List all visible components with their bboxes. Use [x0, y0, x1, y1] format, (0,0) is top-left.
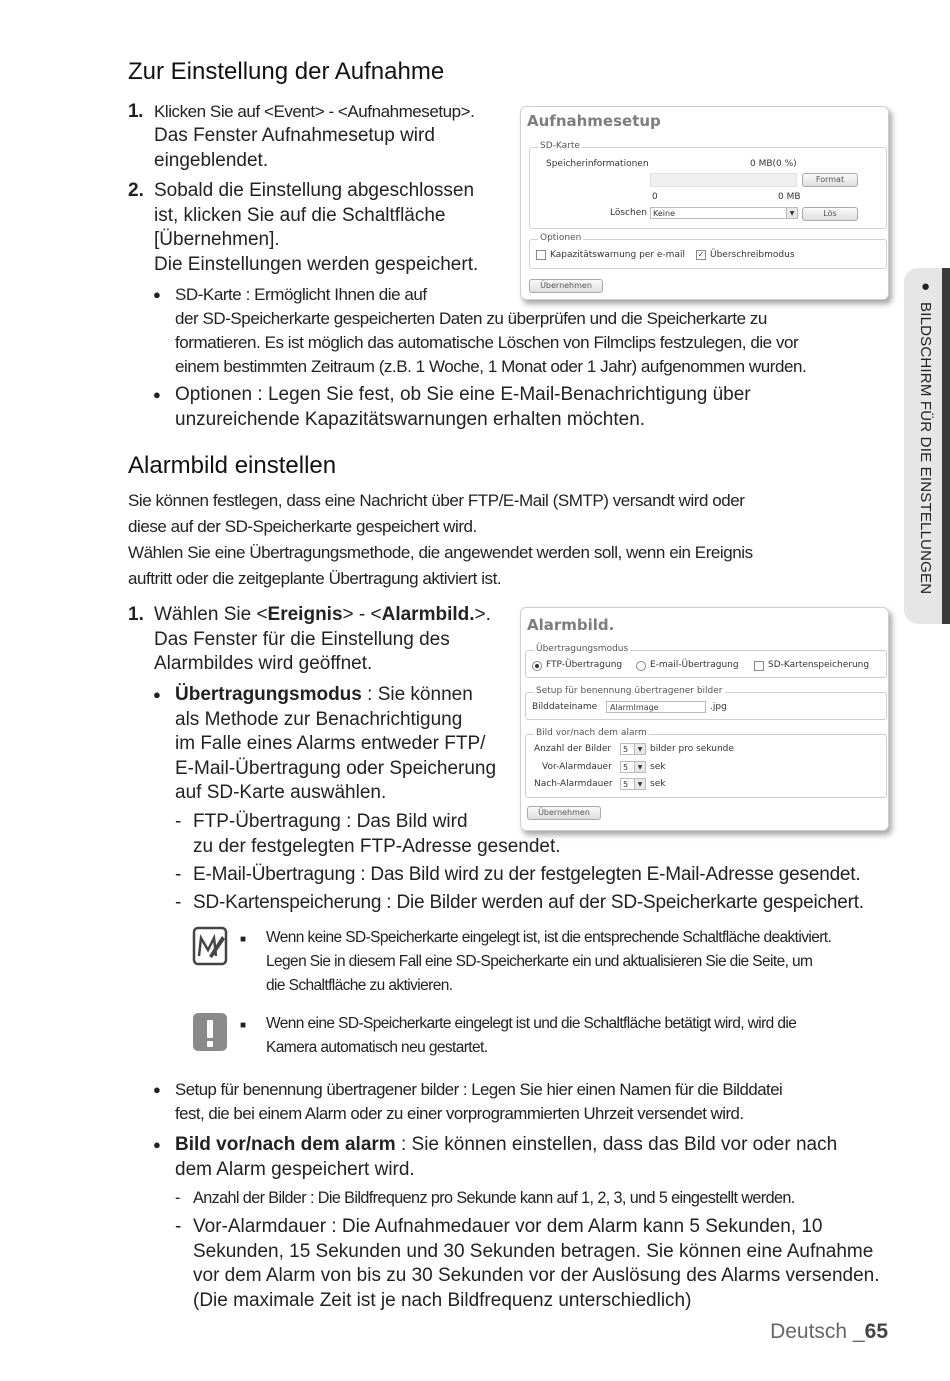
- chevron-down-icon: ▼: [634, 744, 645, 754]
- screenshot-aufnahmesetup: [520, 106, 889, 300]
- group-label: Setup für benennung übertragener bilder: [536, 686, 723, 696]
- dash-vor-alarmdauer: [175, 1215, 903, 1313]
- bullet-icon: ●: [153, 387, 161, 402]
- dash-email: [175, 863, 903, 888]
- text: : Sie können einstellen, dass das Bild vor oder nach: [395, 1134, 838, 1155]
- text: Anzahl der Bilder : Die Bildfrequenz pro Sekunde kann auf 1, 2, 3, und 5 eingestellt werden.: [193, 1189, 795, 1207]
- radio-email-label: E-mail-Übertragung: [650, 660, 739, 670]
- dash: -: [175, 811, 182, 832]
- side-tab-bar: [942, 268, 950, 624]
- text: Optionen : Legen Sie fest, ob Sie eine E-Mail-Benachrichtigung über: [175, 384, 751, 405]
- loeschen-label: Löschen: [610, 208, 647, 218]
- screenshot-alarmbild: [520, 607, 889, 831]
- checkbox-kapazitaet[interactable]: [536, 250, 546, 260]
- text: SD-Kartenspeicherung : Die Bilder werden auf der SD-Speicherkarte gespeichert.: [193, 892, 864, 913]
- text: Klicken Sie auf <: [154, 102, 274, 121]
- vor-unit: sek: [650, 762, 666, 772]
- window-title: Alarmbild.: [527, 616, 615, 634]
- text: die Schaltfläche zu aktivieren.: [266, 977, 453, 994]
- text: Legen Sie in diesem Fall eine SD-Speicherkarte ein und aktualisieren Sie die Seite, um: [266, 953, 813, 970]
- text: fest, die bei einem Alarm oder zu einer vorprogrammierten Uhrzeit versendet wird.: [175, 1104, 744, 1123]
- chevron-down-icon: ▼: [634, 779, 645, 789]
- bullet-icon: ●: [917, 278, 934, 296]
- bullet-setup-benennung: [153, 1078, 905, 1126]
- text: SD-Karte : Ermöglicht Ihnen die auf: [175, 285, 427, 304]
- checkbox-ueberschreib[interactable]: ✓: [697, 250, 705, 259]
- apply-button[interactable]: Übernehmen: [529, 279, 603, 293]
- extension-label: .jpg: [710, 702, 727, 712]
- nach-value: 5: [623, 780, 629, 789]
- intro-paragraph: [128, 488, 888, 592]
- page-footer: [770, 1320, 888, 1344]
- radio-ftp-label: FTP-Übertragung: [546, 660, 623, 670]
- speicher-label: Speicherinformationen: [546, 159, 649, 169]
- dash: -: [175, 1216, 182, 1237]
- text: >.: [460, 102, 475, 121]
- text: (Die maximale Zeit ist je nach Bildfrequenz unterschiedlich): [193, 1289, 692, 1311]
- side-tab-label: [910, 278, 940, 614]
- term: Bild vor/nach dem alarm: [175, 1134, 396, 1155]
- section-heading-aufnahme: Zur Einstellung der Aufnahme: [128, 58, 445, 85]
- text: Wählen Sie <: [154, 604, 268, 625]
- square-bullet-icon: ■: [240, 934, 246, 945]
- dash: -: [175, 1189, 180, 1207]
- radio-ftp[interactable]: [532, 661, 542, 671]
- text: [: [154, 229, 160, 250]
- menu-ref-ereignis: Ereignis: [267, 604, 343, 625]
- filename-input[interactable]: AlarmImage: [606, 701, 706, 713]
- step-number: 1.: [128, 604, 144, 625]
- anzahl-unit: bilder pro sekunde: [650, 744, 734, 754]
- warning-exclamation-icon: [192, 1012, 228, 1052]
- text: Die Einstellungen werden gespeichert.: [154, 253, 479, 275]
- ueberschreib-label: Überschreibmodus: [710, 250, 795, 260]
- anzahl-value: 5: [623, 745, 629, 754]
- text: im Falle eines Alarms entweder FTP/: [175, 733, 486, 754]
- text: als Methode zur Benachrichtigung: [175, 708, 463, 730]
- section-heading-alarmbild: Alarmbild einstellen: [128, 452, 337, 479]
- text: ].: [269, 229, 280, 250]
- group-label: SD-Karte: [540, 141, 580, 151]
- text: Wenn eine SD-Speicherkarte eingelegt ist und die Schaltfläche betätigt wird, wird die: [266, 1015, 797, 1032]
- chevron-down-icon: ▼: [786, 208, 797, 218]
- bullet-optionen: [153, 383, 895, 432]
- apply-button[interactable]: Übernehmen: [527, 806, 601, 820]
- group-benennung: [525, 686, 887, 720]
- dash: -: [175, 864, 182, 885]
- nach-select[interactable]: [620, 778, 646, 790]
- button-ref-uebernehmen: Übernehmen: [159, 229, 270, 250]
- note-2: [240, 1012, 896, 1060]
- group-uebertragungsmodus: [525, 644, 887, 678]
- text: Vor-Alarmdauer : Die Aufnahmedauer vor dem Alarm kann 5 Sekunden, 10: [193, 1216, 823, 1237]
- text: > - <: [314, 102, 348, 121]
- text: FTP-Übertragung : Das Bild wird: [193, 811, 468, 832]
- loeschen-value: Keine: [653, 209, 675, 218]
- note-pencil-icon: [192, 926, 228, 966]
- vor-select[interactable]: [620, 761, 646, 773]
- storage-bar: [650, 173, 797, 187]
- text: Das Fenster für die Einstellung des: [154, 628, 450, 650]
- speicher-value-2: 0: [652, 192, 658, 202]
- text: zu der festgelegten FTP-Adresse gesendet.: [193, 835, 561, 857]
- anzahl-label: Anzahl der Bilder: [534, 744, 612, 754]
- text: einem bestimmten Zeitraum (z.B. 1 Woche, 1 Monat oder 1 Jahr) aufgenommen wurden.: [175, 357, 807, 376]
- step-1-aufnahme: [128, 100, 514, 173]
- vor-label: Vor-Alarmdauer: [542, 762, 612, 772]
- dash: -: [175, 892, 182, 913]
- nach-label: Nach-Alarmdauer: [534, 779, 613, 789]
- text: Alarmbildes wird geöffnet.: [154, 653, 373, 674]
- group-label: Übertragungsmodus: [536, 644, 629, 654]
- square-bullet-icon: ■: [240, 1020, 246, 1031]
- text: der SD-Speicherkarte gespeicherten Daten zu überprüfen und die Speicherkarte zu: [175, 309, 767, 328]
- text: >.: [474, 604, 491, 625]
- text: E-Mail-Übertragung : Das Bild wird zu der festgelegten E-Mail-Adresse gesendet.: [193, 864, 861, 885]
- text: formatieren. Es ist möglich das automatische Löschen von Filmclips festzulegen, die vor: [175, 333, 799, 352]
- format-button[interactable]: Format: [802, 173, 858, 187]
- nach-unit: sek: [650, 779, 666, 789]
- menu-ref-aufnahmesetup: Aufnahmesetup: [347, 102, 461, 121]
- checkbox-sd-label: SD-Kartenspeicherung: [768, 660, 870, 670]
- side-tab: [904, 268, 950, 624]
- bullet-icon: ●: [153, 1082, 161, 1097]
- bullet-icon: ●: [153, 687, 161, 702]
- dash-sd: [175, 891, 903, 916]
- group-optionen: [529, 233, 887, 269]
- filename-label: Bilddateiname: [532, 702, 598, 712]
- radio-email[interactable]: [636, 661, 646, 671]
- note-1: [240, 926, 896, 998]
- menu-ref-alarmbild: Alarmbild.: [381, 604, 475, 625]
- term: Übertragungsmodus: [175, 684, 362, 705]
- text: : Sie können: [361, 684, 473, 705]
- step-2-aufnahme: [128, 179, 514, 277]
- text: auf SD-Karte auswählen.: [175, 782, 387, 803]
- window-title: Aufnahmesetup: [527, 112, 661, 130]
- text: Sekunden, 15 Sekunden und 30 Sekunden betragen. Sie können eine Aufnahme: [193, 1240, 874, 1262]
- group-label: Optionen: [540, 233, 582, 243]
- speicher-value: 0 MB(0 %): [750, 159, 797, 169]
- step-number: 1.: [128, 101, 143, 122]
- delete-button[interactable]: Lös: [802, 207, 858, 221]
- group-label: Bild vor/nach dem alarm: [536, 728, 647, 738]
- text: dem Alarm gespeichert wird.: [175, 1158, 415, 1180]
- speicher-value-3: 0 MB: [778, 192, 801, 202]
- vor-value: 5: [623, 763, 629, 772]
- checkbox-sd[interactable]: [754, 661, 764, 671]
- group-vor-nach: [525, 728, 887, 798]
- step-number: 2.: [128, 180, 144, 201]
- text: ist, klicken Sie auf die Schaltfläche: [154, 204, 446, 226]
- text: auftritt oder die zeitgeplante Übertragung aktiviert ist.: [128, 569, 502, 588]
- text: unzureichende Kapazitätswarnungen erhalten möchten.: [175, 408, 646, 430]
- text: Sobald die Einstellung abgeschlossen: [154, 180, 475, 201]
- group-sd-karte: [529, 141, 887, 229]
- dash-anzahl: [175, 1186, 903, 1210]
- term: Setup für benennung übertragener bilder: [175, 1080, 459, 1099]
- text: Das Fenster Aufnahmesetup wird: [154, 125, 435, 146]
- bullet-uebertragungsmodus: [153, 683, 505, 806]
- kapazitaet-label: Kapazitätswarnung per e-mail: [550, 250, 685, 260]
- footer-language: Deutsch _: [770, 1320, 865, 1343]
- loeschen-select[interactable]: [650, 207, 798, 219]
- bullet-icon: ●: [153, 287, 161, 302]
- text: eingeblendet.: [154, 149, 269, 171]
- bullet-icon: ●: [153, 1137, 161, 1152]
- text: E-Mail-Übertragung oder Speicherung: [175, 757, 497, 779]
- text: Kamera automatisch neu gestartet.: [266, 1039, 488, 1056]
- side-tab-text: BILDSCHIRM FÜR DIE EINSTELLUNGEN: [917, 302, 934, 595]
- text: > - <: [342, 604, 382, 625]
- text: diese auf der SD-Speicherkarte gespeichert wird.: [128, 517, 477, 536]
- chevron-down-icon: ▼: [634, 762, 645, 772]
- page-number: 65: [864, 1320, 888, 1343]
- text: Wenn keine SD-Speicherkarte eingelegt ist, ist die entsprechende Schaltfläche deaktiviert.: [266, 929, 832, 946]
- text: Wählen Sie eine Übertragungsmethode, die angewendet werden soll, wenn ein Ereignis: [128, 543, 753, 562]
- text: vor dem Alarm von bis zu 30 Sekunden vor der Auslösung des Alarms versenden.: [193, 1265, 880, 1286]
- step-1-alarmbild: [128, 603, 514, 677]
- text: Sie können festlegen, dass eine Nachricht über FTP/E-Mail (SMTP) versandt wird oder: [128, 491, 745, 510]
- menu-ref-event: Event: [273, 102, 315, 121]
- anzahl-select[interactable]: [620, 743, 646, 755]
- bullet-bild-vor-nach: [153, 1133, 895, 1182]
- text: : Legen Sie hier einen Namen für die Bilddatei: [458, 1080, 783, 1099]
